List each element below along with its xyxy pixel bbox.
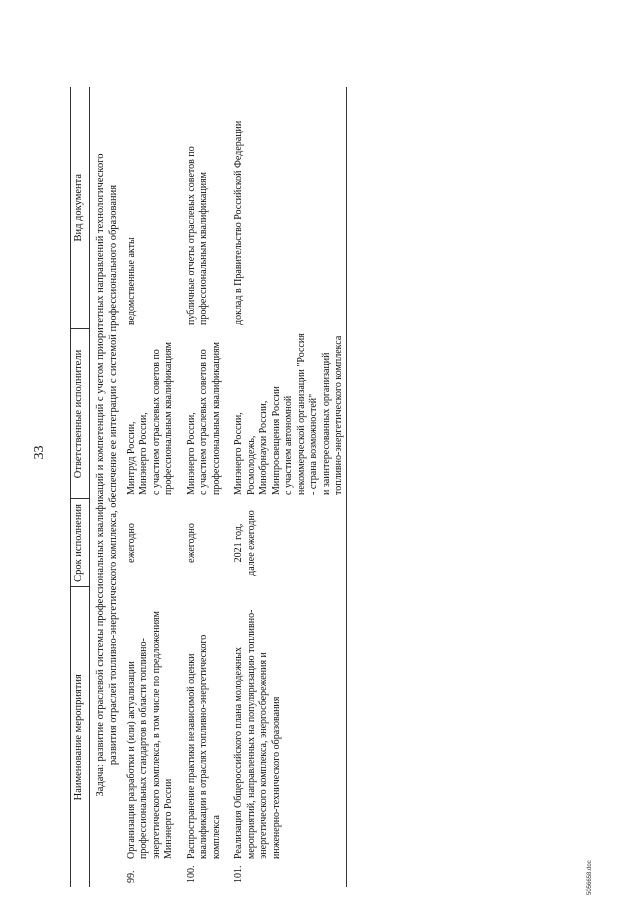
activities-table (70, 87, 347, 887)
row-number: 101. (233, 865, 244, 883)
row-doc-type: публичные отчеты отраслевых советов по профессиональным квалификациям (185, 146, 209, 325)
row-name: Реализация Общероссийского плана молодежных мероприятий, направленных на популяризацию топливно-энергетического комплекса, энергосбережения и инженерно-технического образования (233, 609, 282, 859)
table-header (71, 87, 90, 887)
table-row (223, 87, 346, 887)
task-line-1: Задача: развитие отраслевой системы профессиональных квалификаций и компетенций с учетом приоритетных направлений технологического (94, 153, 106, 797)
row-deadline: 2021 год, далее ежегодно (233, 510, 257, 576)
row-responsible: Минэнерго России, Росмолодежь, Минобрнауки России, Минпросвещения России с участием автономной некоммерческой организации "Россия - страна возможностей" и заинтересованных организаций топливно-энергетического комплекса (233, 333, 344, 495)
table-row (126, 87, 176, 887)
task-line-2: развития отраслей топливно-энергетического комплекса, обеспечение ее интеграции с системой профессионального образования (107, 184, 119, 766)
row-deadline: ежегодно (125, 523, 137, 563)
row-number: 100. (185, 865, 197, 883)
row-doc-type: доклад в Правительство Российской Федерации (233, 120, 244, 325)
table-row (176, 87, 224, 887)
header-responsible: Ответственные исполнители (71, 329, 90, 499)
task-row (89, 87, 126, 887)
row-number: 99. (125, 870, 137, 883)
document-id: 5056658.doc (587, 860, 593, 895)
table-bottom-rule (346, 87, 347, 887)
row-responsible: Минтруд России, Минэнерго России, с участием отраслевых советов по профессиональным квалификациям (125, 342, 174, 495)
header-doc-type: Вид документа (71, 87, 90, 329)
header-deadline: Срок исполнения (71, 499, 90, 587)
row-name: Распространение практики независимой оценки квалификации в отраслях топливно-энергетического комплекса (185, 634, 222, 859)
row-name: Организация разработки и (или) актуализации профессиональных стандартов в области топливно-энергетического комплекса, в том числе по предложениям Минэнерго России (125, 611, 174, 859)
row-doc-type: ведомственные акты (125, 237, 137, 325)
row-deadline: ежегодно (185, 523, 197, 563)
row-responsible: Минэнерго России, с участием отраслевых советов по профессиональным квалификациям (185, 342, 222, 495)
header-name: Наименование мероприятия (71, 587, 90, 887)
page-number: 33 (32, 445, 47, 460)
